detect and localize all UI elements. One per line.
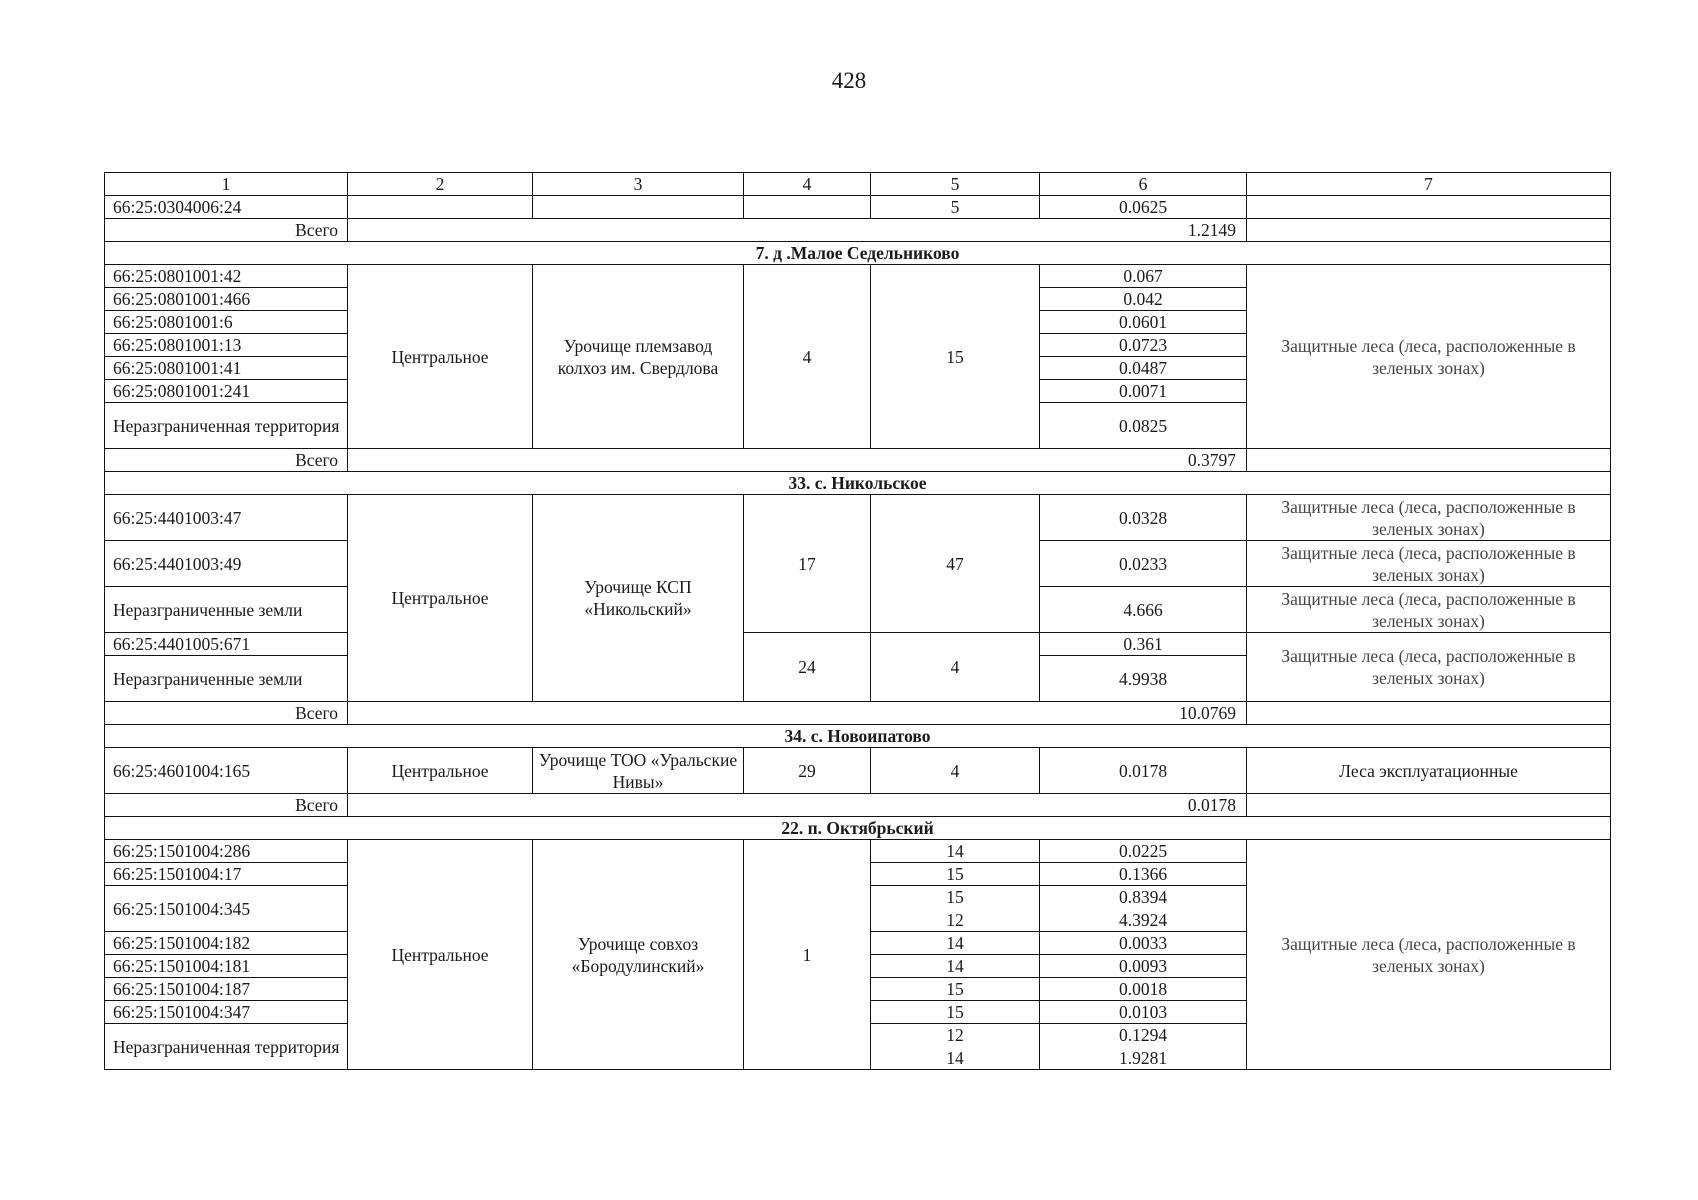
total-value: 10.0769 — [348, 702, 1247, 725]
table-row — [105, 495, 1611, 541]
cadastral-number: 66:25:4601004:165 — [105, 748, 348, 794]
vydel-cell: 47 — [871, 495, 1040, 633]
quarter-cell: 24 — [744, 633, 871, 702]
area-cell: 0.0825 — [1040, 403, 1247, 449]
cadastral-number: 66:25:0304006:24 — [105, 196, 348, 219]
total-label: Всего — [105, 794, 348, 817]
header-cell: 3 — [533, 173, 744, 196]
vydel-cell: 14 — [871, 955, 1040, 978]
area-cell: 0.067 — [1040, 265, 1247, 288]
cadastral-number: 66:25:1501004:182 — [105, 932, 348, 955]
total-label: Всего — [105, 449, 348, 472]
cadastral-number: 66:25:0801001:466 — [105, 288, 348, 311]
cadastral-number: 66:25:4401003:49 — [105, 541, 348, 587]
cadastral-number: 66:25:4401003:47 — [105, 495, 348, 541]
area-cell: 0.1294 — [1040, 1024, 1247, 1047]
area-cell: 0.0233 — [1040, 541, 1247, 587]
area-cell: 0.042 — [1040, 288, 1247, 311]
table-row — [105, 265, 1611, 288]
total-label: Всего — [105, 702, 348, 725]
total-value: 1.2149 — [348, 219, 1247, 242]
empty-cell — [533, 196, 744, 219]
cadastral-number: 66:25:0801001:241 — [105, 380, 348, 403]
vydel-cell: 12 — [871, 909, 1040, 932]
empty-cell — [1247, 794, 1611, 817]
header-cell: 1 — [105, 173, 348, 196]
vydel-cell: 4 — [871, 748, 1040, 794]
vydel-cell: 14 — [871, 840, 1040, 863]
cadastral-number: Неразграниченная территория — [105, 1024, 348, 1070]
total-row — [105, 794, 1611, 817]
area-cell: 0.0071 — [1040, 380, 1247, 403]
area-cell: 1.9281 — [1040, 1047, 1247, 1070]
vydel-cell: 15 — [871, 1001, 1040, 1024]
forest-purpose-cell: Леса эксплуатационные — [1247, 748, 1611, 794]
total-label: Всего — [105, 219, 348, 242]
area-cell: 0.0723 — [1040, 334, 1247, 357]
vydel-cell: 12 — [871, 1024, 1040, 1047]
header-cell: 7 — [1247, 173, 1611, 196]
empty-cell — [348, 196, 533, 219]
vydel-cell: 15 — [871, 265, 1040, 449]
quarter-cell: 1 — [744, 840, 871, 1070]
empty-cell — [1247, 449, 1611, 472]
table-row — [105, 196, 1611, 219]
tract-cell: Урочище КСП «Никольский» — [533, 495, 744, 702]
area-cell: 4.666 — [1040, 587, 1247, 633]
total-value: 0.3797 — [348, 449, 1247, 472]
cadastral-number: Неразграниченная территория — [105, 403, 348, 449]
header-cell: 2 — [348, 173, 533, 196]
district-cell: Центральное — [348, 265, 533, 449]
forest-purpose-cell: Защитные леса (леса, расположенные в зеленых зонах) — [1247, 265, 1611, 449]
section-header-row — [105, 472, 1611, 495]
district-cell: Центральное — [348, 840, 533, 1070]
section-header-row — [105, 817, 1611, 840]
cadastral-number: Неразграниченные земли — [105, 656, 348, 702]
cadastral-number: 66:25:1501004:187 — [105, 978, 348, 1001]
quarter-cell: 17 — [744, 495, 871, 633]
header-cell: 4 — [744, 173, 871, 196]
cadastral-number: 66:25:1501004:181 — [105, 955, 348, 978]
section-header-row — [105, 242, 1611, 265]
cadastral-number: 66:25:4401005:671 — [105, 633, 348, 656]
vydel-cell: 14 — [871, 1047, 1040, 1070]
vydel-cell: 15 — [871, 886, 1040, 909]
cadastral-number: Неразграниченные земли — [105, 587, 348, 633]
area-cell: 0.361 — [1040, 633, 1247, 656]
area-cell: 0.0625 — [1040, 196, 1247, 219]
cadastral-number: 66:25:1501004:347 — [105, 1001, 348, 1024]
vydel-cell: 15 — [871, 978, 1040, 1001]
area-cell: 0.0328 — [1040, 495, 1247, 541]
section-title: 22. п. Октябрьский — [105, 817, 1611, 840]
forest-purpose-cell: Защитные леса (леса, расположенные в зеленых зонах) — [1247, 541, 1611, 587]
forest-purpose-cell: Защитные леса (леса, расположенные в зеленых зонах) — [1247, 587, 1611, 633]
district-cell: Центральное — [348, 748, 533, 794]
empty-cell — [744, 196, 871, 219]
area-cell: 4.9938 — [1040, 656, 1247, 702]
vydel-cell: 14 — [871, 932, 1040, 955]
total-row — [105, 219, 1611, 242]
forest-purpose-cell: Защитные леса (леса, расположенные в зеленых зонах) — [1247, 840, 1611, 1070]
area-cell: 0.0018 — [1040, 978, 1247, 1001]
area-cell: 0.1366 — [1040, 863, 1247, 886]
header-cell: 5 — [871, 173, 1040, 196]
forest-purpose-cell: Защитные леса (леса, расположенные в зеленых зонах) — [1247, 633, 1611, 702]
table-row — [105, 633, 1611, 656]
total-value: 0.0178 — [348, 794, 1247, 817]
forest-purpose-cell: Защитные леса (леса, расположенные в зеленых зонах) — [1247, 495, 1611, 541]
district-cell: Центральное — [348, 495, 533, 702]
empty-cell — [1247, 702, 1611, 725]
header-cell: 6 — [1040, 173, 1247, 196]
section-title: 7. д .Малое Седельниково — [105, 242, 1611, 265]
area-cell: 0.0103 — [1040, 1001, 1247, 1024]
tract-cell: Урочище совхоз «Бородулинский» — [533, 840, 744, 1070]
tract-cell: Урочище ТОО «Уральские Нивы» — [533, 748, 744, 794]
quarter-cell: 4 — [744, 265, 871, 449]
cadastral-number: 66:25:0801001:6 — [105, 311, 348, 334]
empty-cell — [1247, 196, 1611, 219]
section-title: 33. с. Никольское — [105, 472, 1611, 495]
area-cell: 0.0093 — [1040, 955, 1247, 978]
area-cell: 0.0225 — [1040, 840, 1247, 863]
land-plots-table — [104, 172, 1611, 1070]
cadastral-number: 66:25:1501004:17 — [105, 863, 348, 886]
area-cell: 0.0178 — [1040, 748, 1247, 794]
total-row — [105, 449, 1611, 472]
table-row — [105, 748, 1611, 794]
cadastral-number: 66:25:0801001:13 — [105, 334, 348, 357]
cadastral-number: 66:25:1501004:345 — [105, 886, 348, 932]
cadastral-number: 66:25:0801001:41 — [105, 357, 348, 380]
area-cell: 0.0033 — [1040, 932, 1247, 955]
cadastral-number: 66:25:1501004:286 — [105, 840, 348, 863]
vydel-cell: 5 — [871, 196, 1040, 219]
quarter-cell: 29 — [744, 748, 871, 794]
tract-cell: Урочище племзавод колхоз им. Свердлова — [533, 265, 744, 449]
area-cell: 4.3924 — [1040, 909, 1247, 932]
table-row — [105, 840, 1611, 863]
total-row — [105, 702, 1611, 725]
empty-cell — [1247, 219, 1611, 242]
area-cell: 0.0487 — [1040, 357, 1247, 380]
header-row — [105, 173, 1611, 196]
section-header-row — [105, 725, 1611, 748]
page-number: 428 — [831, 68, 867, 93]
area-cell: 0.8394 — [1040, 886, 1247, 909]
section-title: 34. с. Новоипатово — [105, 725, 1611, 748]
area-cell: 0.0601 — [1040, 311, 1247, 334]
vydel-cell: 15 — [871, 863, 1040, 886]
cadastral-number: 66:25:0801001:42 — [105, 265, 348, 288]
vydel-cell: 4 — [871, 633, 1040, 702]
